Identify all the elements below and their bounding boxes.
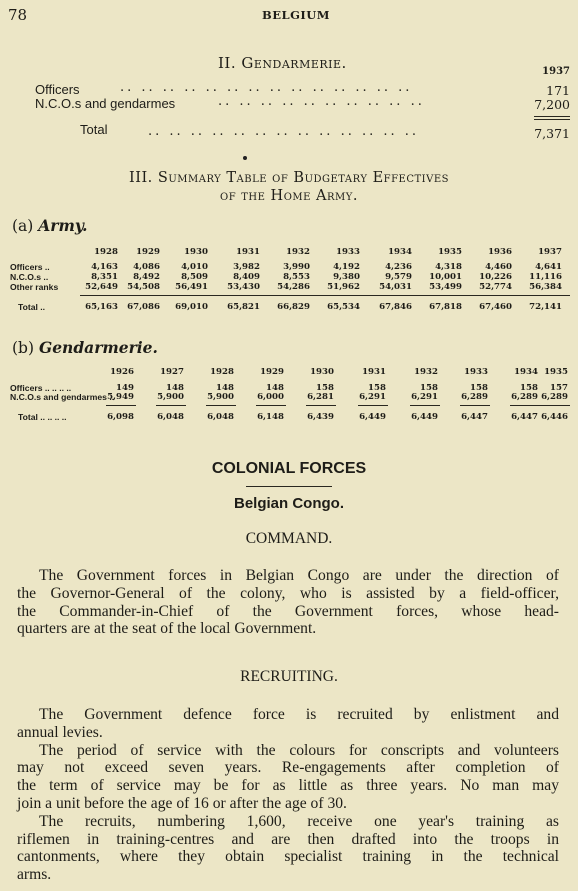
table-cell: 10,226 bbox=[479, 272, 512, 282]
year-header: 1934 bbox=[388, 247, 412, 257]
table-cell: 4,236 bbox=[385, 262, 412, 272]
table-cell: 158 bbox=[316, 383, 334, 393]
table-cell: 6,289 bbox=[541, 392, 568, 402]
table-cell: 6,281 bbox=[307, 392, 334, 402]
year-header: 1927 bbox=[160, 367, 184, 377]
row-label: Other ranks bbox=[10, 282, 59, 292]
table-cell: 10,001 bbox=[429, 272, 462, 282]
total-cell: 65,821 bbox=[227, 302, 260, 312]
title-rule bbox=[246, 486, 332, 487]
row-label: Officers .. bbox=[10, 262, 50, 272]
total-cell: 6,048 bbox=[157, 412, 184, 422]
table-cell: 8,351 bbox=[91, 272, 118, 282]
total-cell: 6,447 bbox=[511, 412, 538, 422]
table-cell: 158 bbox=[520, 383, 538, 393]
table-cell: 8,492 bbox=[133, 272, 160, 282]
column-sum-rule bbox=[156, 405, 186, 406]
table-cell: 148 bbox=[216, 383, 234, 393]
year-header: 1931 bbox=[362, 367, 386, 377]
gendarmerie-year: 1937 bbox=[542, 66, 570, 77]
row-label: Officers .. .. .. .. bbox=[10, 383, 72, 393]
text-line: the Commander-in-Chief of the Government forces, whose head- bbox=[17, 602, 559, 620]
summary-heading-line2: of the Home Army. bbox=[220, 188, 358, 204]
total-cell: 6,449 bbox=[411, 412, 438, 422]
table-cell: 54,508 bbox=[127, 282, 160, 292]
table-cell: 52,649 bbox=[85, 282, 118, 292]
year-header: 1932 bbox=[414, 367, 438, 377]
text-line: the term of service may be for as little as three years. No man may bbox=[17, 777, 559, 795]
table-cell: 158 bbox=[368, 383, 386, 393]
year-header: 1926 bbox=[110, 367, 134, 377]
gendarmerie-total-value: 7,371 bbox=[534, 126, 570, 141]
text-line: may not exceed seven years. Re-engagements after completion of bbox=[17, 759, 559, 777]
table-cell: 4,641 bbox=[535, 262, 562, 272]
column-sum-rule bbox=[256, 405, 286, 406]
text-line: the Governor-General of the colony, who is assisted by a field-officer, bbox=[17, 584, 559, 602]
recruiting-heading: RECRUITING. bbox=[240, 668, 338, 685]
sum-rule bbox=[534, 119, 570, 120]
command-paragraph bbox=[17, 567, 559, 638]
table-cell: 52,774 bbox=[479, 282, 512, 292]
column-sum-rule bbox=[540, 405, 570, 406]
summary-heading-line1: III. Summary Table of Budgetary Effectives bbox=[128, 170, 449, 186]
text-line: The period of service with the colours for conscripts and volunteers bbox=[39, 741, 559, 759]
bullet-mark bbox=[243, 156, 247, 160]
table-cell: 5,900 bbox=[207, 392, 234, 402]
recruiting-paragraph bbox=[17, 706, 559, 884]
total-cell: 67,460 bbox=[479, 302, 512, 312]
total-cell: 65,534 bbox=[327, 302, 360, 312]
year-header: 1935 bbox=[438, 247, 462, 257]
row-label: N.C.O.s and gendarmes .. bbox=[10, 392, 115, 402]
total-cell: 6,098 bbox=[107, 412, 134, 422]
total-cell: 6,148 bbox=[257, 412, 284, 422]
table-cell: 149 bbox=[116, 383, 134, 393]
gendarmerie-row-officers-value: 171 bbox=[546, 83, 570, 98]
total-label: Total .. .. .. .. bbox=[18, 412, 67, 422]
leader-dots: .. .. .. .. .. .. .. .. .. .. .. .. .. bbox=[148, 124, 420, 139]
table-cell: 4,192 bbox=[333, 262, 360, 272]
year-header: 1928 bbox=[210, 367, 234, 377]
army-heading-text: (a) Army. bbox=[12, 216, 88, 235]
table-cell: 6,291 bbox=[359, 392, 386, 402]
table-cell: 157 bbox=[550, 383, 568, 393]
table-cell: 158 bbox=[470, 383, 488, 393]
year-header: 1933 bbox=[464, 367, 488, 377]
table-cell: 158 bbox=[420, 383, 438, 393]
table-cell: 56,491 bbox=[175, 282, 208, 292]
colonial-title: COLONIAL FORCES bbox=[211, 460, 367, 477]
text-line: join a unit before the age of 16 or after the age of 30. bbox=[17, 794, 347, 812]
table-cell: 3,990 bbox=[283, 262, 310, 272]
year-header: 1932 bbox=[286, 247, 310, 257]
year-header: 1934 bbox=[514, 367, 538, 377]
year-header: 1928 bbox=[94, 247, 118, 257]
row-label: N.C.O.s .. bbox=[10, 272, 49, 282]
total-cell: 65,163 bbox=[85, 302, 118, 312]
table-cell: 54,031 bbox=[379, 282, 412, 292]
text-line: The recruits, numbering 1,600, receive one year's training as bbox=[39, 812, 559, 830]
column-sum-rule bbox=[206, 405, 236, 406]
table-cell: 6,289 bbox=[461, 392, 488, 402]
year-header: 1931 bbox=[236, 247, 260, 257]
total-cell: 6,447 bbox=[461, 412, 488, 422]
text-line: The Government defence force is recruited by enlistment and bbox=[39, 706, 559, 723]
total-cell: 6,446 bbox=[541, 412, 568, 422]
command-heading: COMMAND. bbox=[245, 530, 333, 547]
table-cell: 4,163 bbox=[91, 262, 118, 272]
text-line: The Government forces in Belgian Congo are under the direction of bbox=[39, 567, 559, 584]
table-cell: 148 bbox=[166, 383, 184, 393]
total-cell: 67,086 bbox=[127, 302, 160, 312]
table-cell: 4,086 bbox=[133, 262, 160, 272]
gendarmerie-row-nco-value: 7,200 bbox=[534, 97, 570, 112]
column-sum-rule bbox=[358, 405, 388, 406]
army-heading bbox=[12, 216, 87, 235]
table-cell: 56,384 bbox=[529, 282, 562, 292]
total-cell: 67,818 bbox=[429, 302, 462, 312]
year-header: 1936 bbox=[488, 247, 512, 257]
total-cell: 66,829 bbox=[277, 302, 310, 312]
total-label: Total .. bbox=[18, 302, 46, 312]
colonial-subtitle: Belgian Congo. bbox=[234, 495, 344, 512]
total-cell: 6,439 bbox=[307, 412, 334, 422]
column-sum-rule bbox=[410, 405, 440, 406]
table-cell: 4,010 bbox=[181, 262, 208, 272]
year-header: 1929 bbox=[136, 247, 160, 257]
text-line: riflemen in training-centres and are then drafted into the troops in bbox=[17, 830, 559, 848]
text-line: quarters are at the seat of the local Government. bbox=[17, 620, 317, 638]
table-cell: 9,380 bbox=[333, 272, 360, 282]
table-cell: 6,000 bbox=[257, 392, 284, 402]
table-cell: 148 bbox=[266, 383, 284, 393]
section-heading-gendarmerie: II. Gendarmerie. bbox=[218, 54, 347, 72]
running-head: BELGIUM bbox=[262, 8, 331, 22]
leader-dots: .. .. .. .. .. .. .. .. .. .. bbox=[218, 94, 425, 109]
year-header: 1930 bbox=[184, 247, 208, 257]
total-cell: 72,141 bbox=[529, 302, 562, 312]
table-cell: 3,982 bbox=[233, 262, 260, 272]
table-cell: 5,900 bbox=[157, 392, 184, 402]
gendarmerie-total-label: Total bbox=[80, 122, 108, 137]
total-cell: 69,010 bbox=[175, 302, 208, 312]
column-sum-rule bbox=[106, 405, 136, 406]
table-cell: 9,579 bbox=[385, 272, 412, 282]
total-cell: 6,449 bbox=[359, 412, 386, 422]
army-total-rule bbox=[80, 295, 570, 296]
table-cell: 8,509 bbox=[181, 272, 208, 282]
table-cell: 6,289 bbox=[511, 392, 538, 402]
total-cell: 67,846 bbox=[379, 302, 412, 312]
year-header: 1929 bbox=[260, 367, 284, 377]
year-header: 1933 bbox=[336, 247, 360, 257]
table-cell: 4,318 bbox=[435, 262, 462, 272]
year-header: 1935 bbox=[544, 367, 568, 377]
column-sum-rule bbox=[306, 405, 336, 406]
page-number: 78 bbox=[8, 6, 28, 24]
sum-rule bbox=[534, 116, 570, 117]
table-cell: 53,430 bbox=[227, 282, 260, 292]
table-cell: 6,291 bbox=[411, 392, 438, 402]
table-cell: 11,116 bbox=[529, 272, 562, 282]
gendarmerie-row-nco-label: N.C.O.s and gendarmes bbox=[35, 96, 176, 111]
column-sum-rule bbox=[460, 405, 490, 406]
year-header: 1930 bbox=[310, 367, 334, 377]
total-cell: 6,048 bbox=[207, 412, 234, 422]
text-line: cantonments, where they obtain specialist training in the technical bbox=[17, 848, 559, 866]
table-cell: 8,553 bbox=[283, 272, 310, 282]
table-cell: 5,949 bbox=[107, 392, 134, 402]
text-line: arms. bbox=[17, 866, 52, 884]
table-cell: 4,460 bbox=[485, 262, 512, 272]
text-line: annual levies. bbox=[17, 723, 103, 741]
table-cell: 53,499 bbox=[429, 282, 462, 292]
gendarmerie-table-heading: (b) Gendarmerie. bbox=[12, 338, 158, 357]
column-sum-rule bbox=[510, 405, 540, 406]
table-cell: 54,286 bbox=[277, 282, 310, 292]
year-header: 1937 bbox=[538, 247, 562, 257]
table-cell: 51,962 bbox=[327, 282, 360, 292]
gendarmerie-row-officers-label: Officers bbox=[35, 82, 80, 97]
leader-dots: .. .. .. .. .. .. .. .. .. .. .. .. .. .. bbox=[120, 80, 413, 95]
table-cell: 8,409 bbox=[233, 272, 260, 282]
